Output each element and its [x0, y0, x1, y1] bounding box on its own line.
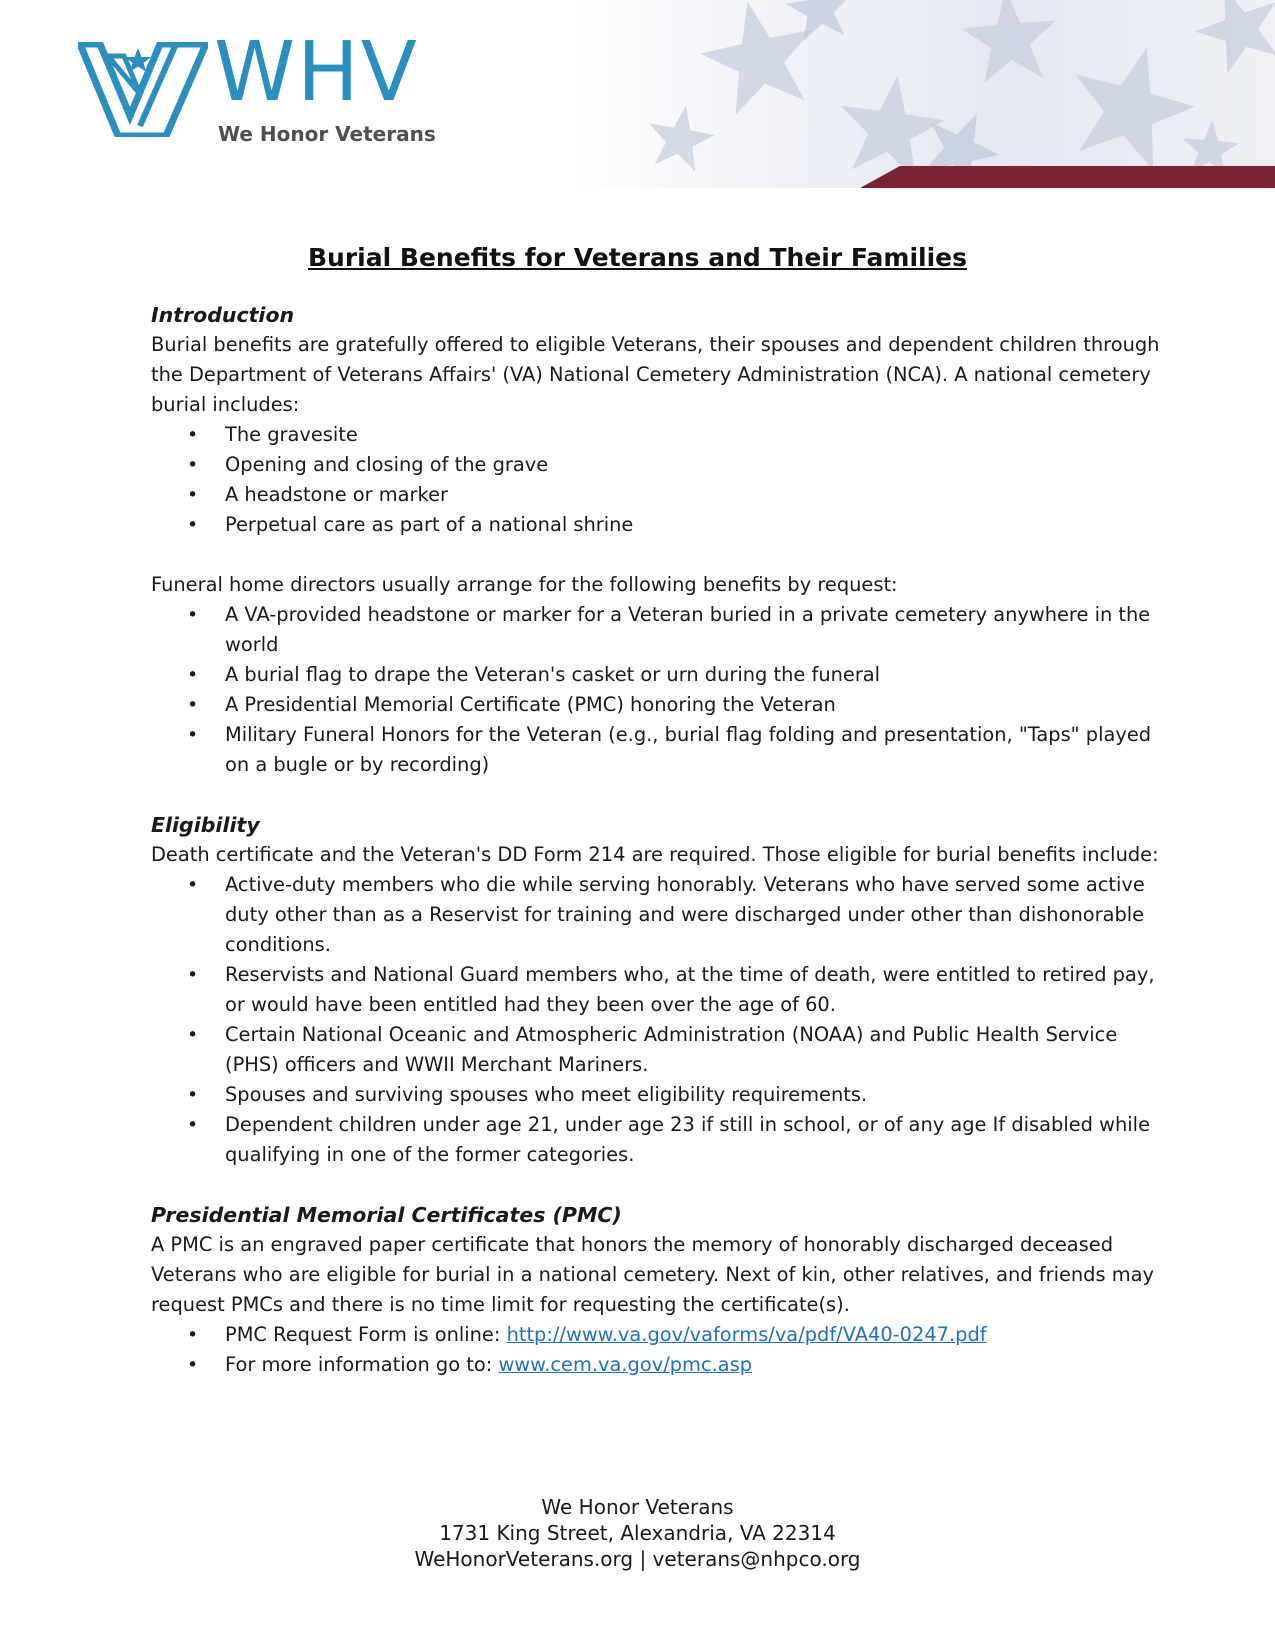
- whv-logo: [78, 25, 458, 152]
- footer-address: 1731 King Street, Alexandria, VA 22314: [439, 1521, 836, 1545]
- list-item: • Certain National Oceanic and Atmospheric Administration (NOAA) and Public Health Service (PHS) officers and WWII Merchant Mariners.: [225, 1020, 1161, 1080]
- list-item: • Opening and closing of the grave: [225, 450, 1161, 480]
- pmc-info-link[interactable]: www.cem.va.gov/pmc.asp: [498, 1353, 753, 1376]
- list-item: • Military Funeral Honors for the Veteran (e.g., burial flag folding and presentation, "Taps" played on a bugle or by recording): [225, 720, 1161, 780]
- spacer: [151, 540, 1161, 570]
- logo-tagline: We Honor Veterans: [218, 122, 436, 146]
- footer: [0, 1494, 1275, 1572]
- eligibility-heading: Eligibility: [151, 813, 260, 837]
- header-banner: [0, 0, 1275, 188]
- list-item: • Reservists and National Guard members who, at the time of death, were entitled to retired pay, or would have been entitled had they been over the age of 60.: [225, 960, 1161, 1020]
- introduction-paragraph: Burial benefits are gratefully offered to eligible Veterans, their spouses and dependent children through the Department of Veterans Affairs' (VA) National Cemetery Administration (NCA). A national cemetery burial includes:: [151, 333, 1160, 416]
- requested-benefits-list: [151, 600, 1161, 780]
- list-item: • Perpetual care as part of a national shrine: [225, 510, 1161, 540]
- list-item: [225, 1350, 1161, 1380]
- list-item: • The gravesite: [225, 420, 1161, 450]
- pmc-form-label: PMC Request Form is online:: [225, 1323, 507, 1346]
- funeral-directors-paragraph: Funeral home directors usually arrange for the following benefits by request:: [151, 573, 898, 596]
- list-item: • A Presidential Memorial Certificate (PMC) honoring the Veteran: [225, 690, 1161, 720]
- more-info-label: For more information go to:: [225, 1353, 499, 1376]
- eligibility-paragraph: Death certificate and the Veteran's DD Form 214 are required. Those eligible for burial benefits include:: [151, 843, 1159, 866]
- list-item: • Spouses and surviving spouses who meet eligibility requirements.: [225, 1080, 1161, 1110]
- document-title: Burial Benefits for Veterans and Their Families: [308, 243, 967, 272]
- list-item: • Dependent children under age 21, under age 23 if still in school, or of any age If disabled while qualifying in one of the former categories.: [225, 1110, 1161, 1170]
- pmc-form-link[interactable]: http://www.va.gov/vaforms/va/pdf/VA40-0247.pdf: [506, 1323, 987, 1346]
- list-item: • A burial flag to drape the Veteran's casket or urn during the funeral: [225, 660, 1161, 690]
- list-item: • A VA-provided headstone or marker for a Veteran buried in a private cemetery anywhere in the world: [225, 600, 1161, 660]
- footer-org-name: We Honor Veterans: [541, 1495, 734, 1519]
- shield-v-icon: [78, 42, 208, 137]
- document-body: [151, 300, 1161, 1380]
- logo-wordmark: WHV: [214, 25, 419, 120]
- list-item: [225, 1320, 1161, 1350]
- pmc-paragraph: A PMC is an engraved paper certificate that honors the memory of honorably discharged deceased Veterans who are eligible for burial in a national cemetery. Next of kin, other relatives, and friends may request PMCs and there is no time limit for requesting the certificate(s).: [151, 1233, 1155, 1316]
- list-item: • Active-duty members who die while serving honorably. Veterans who have served some active duty other than as a Reservist for training and were discharged under other than dishonorable conditions.: [225, 870, 1161, 960]
- spacer: [151, 1170, 1161, 1200]
- spacer: [151, 780, 1161, 810]
- pmc-heading: Presidential Memorial Certificates (PMC): [151, 1203, 622, 1227]
- cemetery-burial-list: [151, 420, 1161, 540]
- pmc-list: [151, 1320, 1161, 1380]
- introduction-heading: Introduction: [151, 303, 295, 327]
- footer-contact: WeHonorVeterans.org | veterans@nhpco.org: [414, 1547, 861, 1571]
- list-item: • A headstone or marker: [225, 480, 1161, 510]
- eligibility-list: [151, 870, 1161, 1170]
